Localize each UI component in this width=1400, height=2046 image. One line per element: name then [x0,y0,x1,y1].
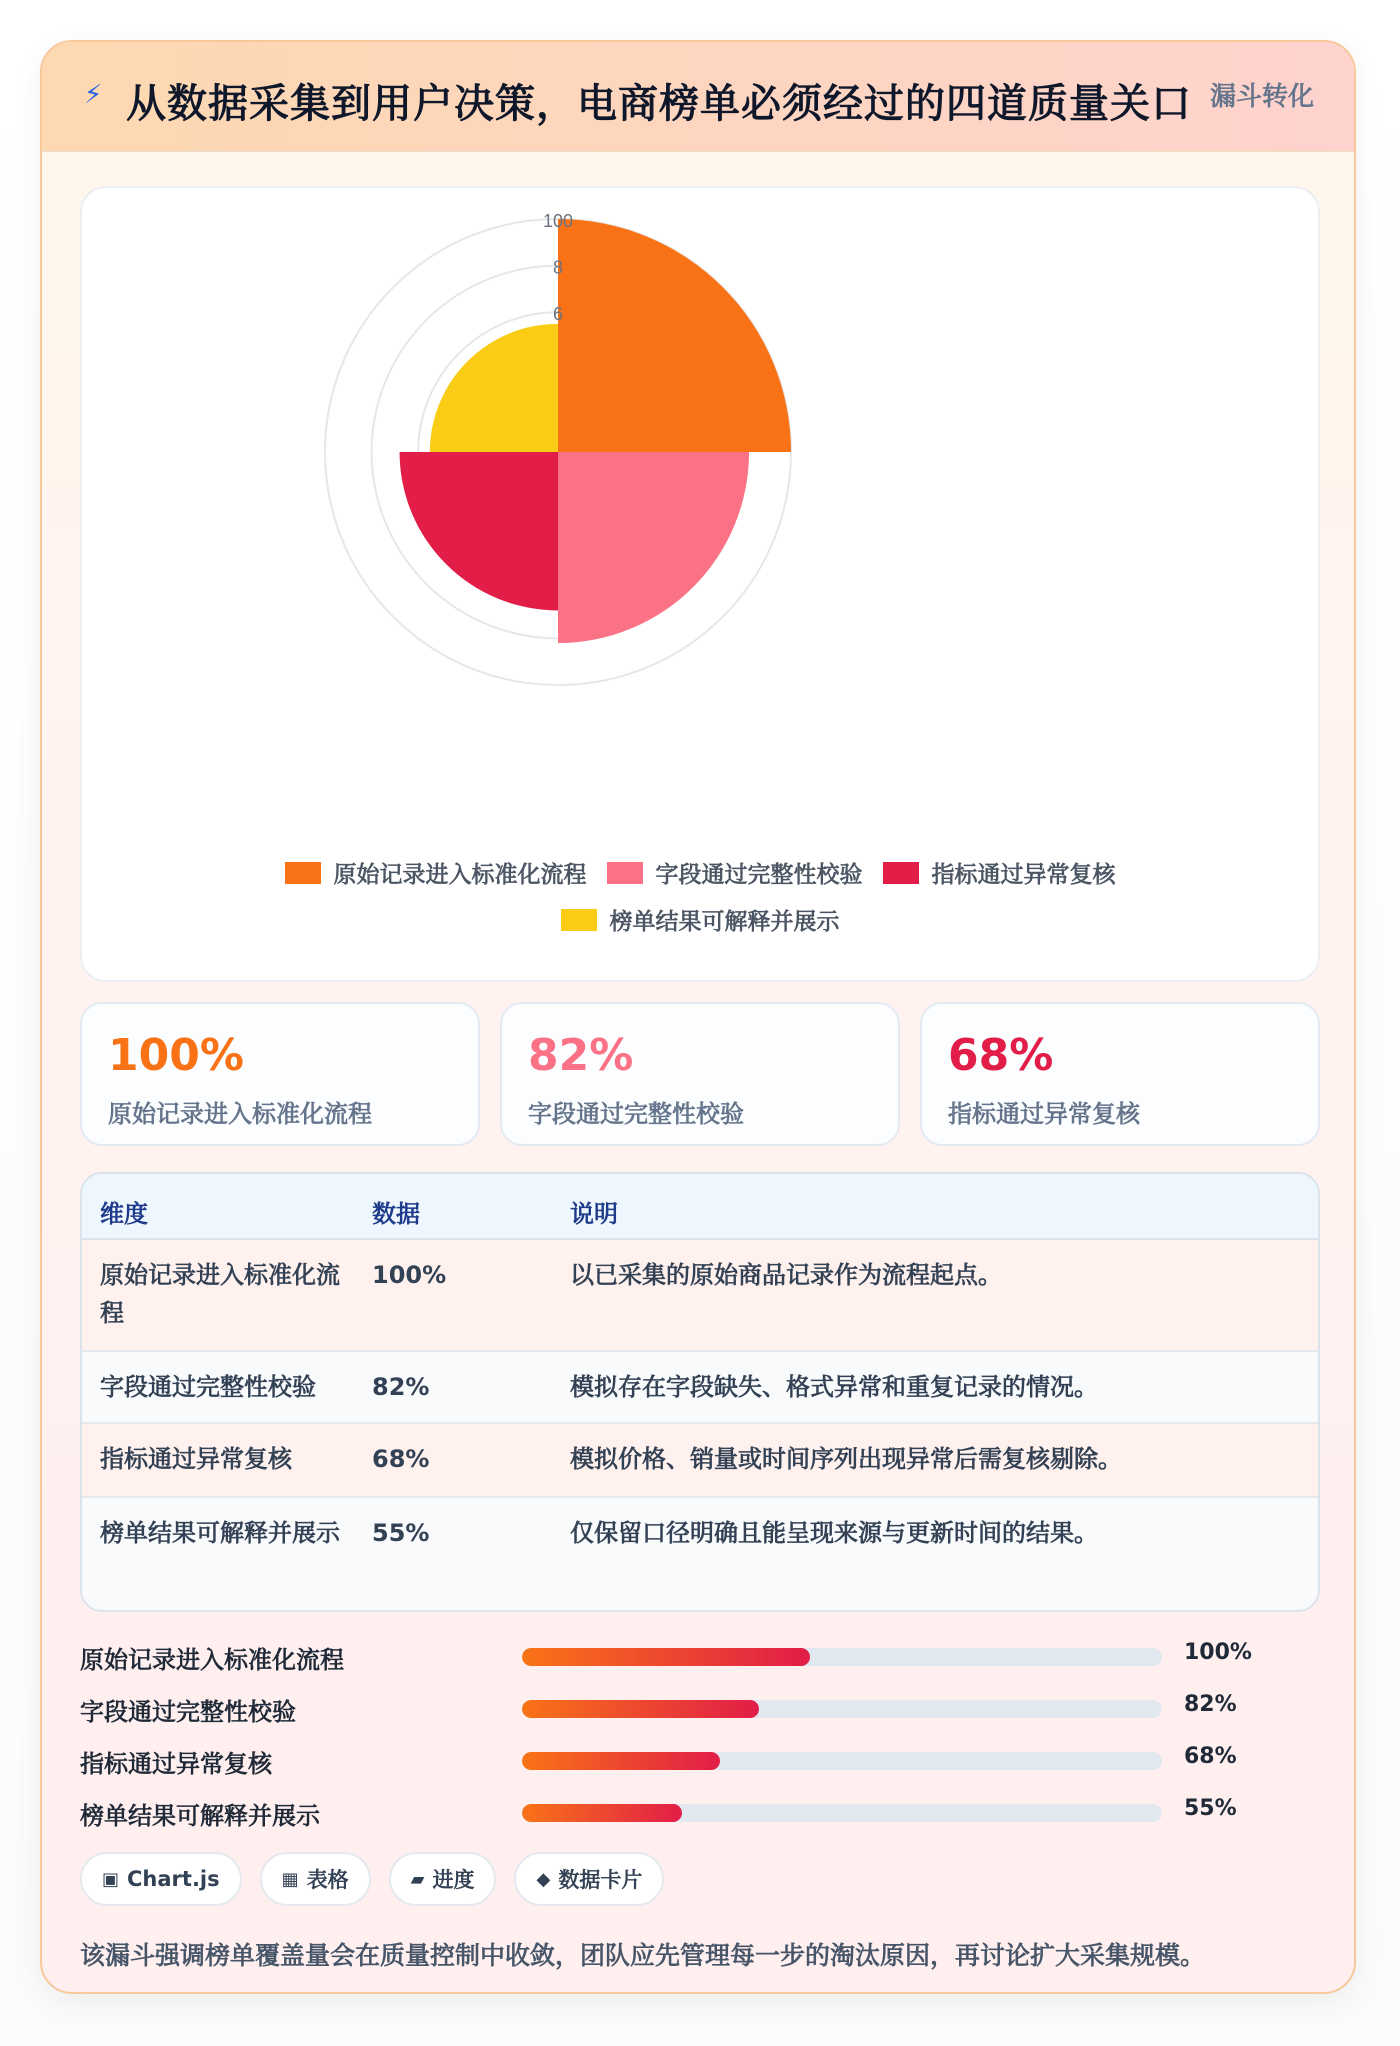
legend-item[interactable] [285,856,587,889]
progress-track [522,1700,1162,1718]
legend-label: 指标通过异常复核 [931,862,1116,888]
polar-slice [558,219,791,452]
cell-description: 仅保留口径明确且能呈现来源与更新时间的结果。 [570,1519,1098,1547]
column-header-dimension: 维度 [100,1200,148,1228]
chip-progress[interactable] [389,1852,497,1906]
table-row [82,1424,1318,1498]
cell-data: 100% [372,1261,447,1289]
stat-value: 68% [948,1030,1054,1081]
legend-label: 原始记录进入标准化流程 [333,862,587,888]
progress-track [522,1648,1162,1666]
table-header [82,1174,1318,1240]
footer-note: 该漏斗强调榜单覆盖量会在质量控制中收敛，团队应先管理每一步的淘汰原因，再讨论扩大采集规模。 [80,1941,1206,1970]
cell-data: 68% [372,1445,430,1473]
progress-value: 55% [1184,1796,1237,1821]
chip-data-cards[interactable] [514,1852,664,1906]
progress-label: 指标通过异常复核 [80,1750,272,1778]
progress-fill [522,1648,810,1666]
chip-label: 进度 [432,1868,475,1892]
progress-row [80,1688,1320,1728]
legend-item[interactable] [607,856,863,889]
progress-value: 100% [1184,1640,1252,1665]
stat-label: 指标通过异常复核 [948,1100,1140,1128]
stat-card-fields [500,1002,900,1146]
stat-label: 字段通过完整性校验 [528,1100,744,1128]
polar-area-chart [82,188,1322,848]
legend-label: 字段通过完整性校验 [655,862,863,888]
stat-label: 原始记录进入标准化流程 [108,1100,372,1128]
progress-label: 榜单结果可解释并展示 [80,1802,320,1830]
funnel-card [40,40,1356,1994]
progress-fill [522,1804,682,1822]
chip-table[interactable] [260,1852,371,1906]
legend-swatch [285,862,321,884]
table-row [82,1240,1318,1352]
progress-row [80,1740,1320,1780]
chart-legend [82,856,1318,936]
data-table [80,1172,1320,1612]
cell-dimension: 字段通过完整性校验 [100,1373,316,1401]
cell-description: 以已采集的原始商品记录作为流程起点。 [570,1261,1002,1289]
cell-data: 55% [372,1519,430,1547]
lightning-icon: ⚡ [84,80,103,110]
card-title: 从数据采集到用户决策，电商榜单必须经过的四道质量关口 [126,81,1192,127]
table-row [82,1352,1318,1424]
cell-data: 82% [372,1373,430,1401]
progress-value: 82% [1184,1692,1237,1717]
progress-label: 原始记录进入标准化流程 [80,1646,344,1674]
progress-row [80,1792,1320,1832]
radial-tick-label: 8 [552,257,564,278]
chart-icon: ▣ [102,1868,120,1890]
progress-value: 68% [1184,1744,1237,1769]
card-header [42,42,1354,152]
progress-track [522,1804,1162,1822]
progress-fill [522,1700,759,1718]
cell-dimension: 指标通过异常复核 [100,1445,292,1473]
chart-panel [80,186,1320,982]
progress-icon: ▰ [410,1868,425,1890]
stat-card-raw [80,1002,480,1146]
cell-description: 模拟价格、销量或时间序列出现异常后需复核剔除。 [570,1445,1122,1473]
legend-label: 榜单结果可解释并展示 [609,909,840,935]
polar-slice [430,324,558,452]
legend-swatch [607,862,643,884]
radial-tick-label: 6 [552,304,564,325]
progress-fill [522,1752,720,1770]
legend-swatch [883,862,919,884]
legend-swatch [561,909,597,931]
progress-row [80,1636,1320,1676]
legend-item[interactable] [561,903,840,936]
stat-card-anomaly [920,1002,1320,1146]
table-icon: ▦ [281,1868,299,1890]
polar-slice [400,452,558,610]
chip-label: 表格 [306,1868,349,1892]
radial-tick-label: 100 [542,211,574,231]
feature-chips [80,1852,664,1906]
legend-item[interactable] [883,856,1116,889]
chip-label: Chart.js [127,1867,220,1891]
progress-label: 字段通过完整性校验 [80,1698,296,1726]
diamond-icon: ◆ [536,1868,551,1890]
stat-value: 100% [108,1030,244,1081]
table-row [82,1498,1318,1612]
chip-label: 数据卡片 [558,1868,643,1892]
cell-dimension: 原始记录进入标准化流程 [100,1261,340,1327]
cell-dimension: 榜单结果可解释并展示 [100,1519,340,1547]
polar-slice [558,452,749,643]
progress-track [522,1752,1162,1770]
column-header-description: 说明 [570,1200,618,1228]
cell-description: 模拟存在字段缺失、格式异常和重复记录的情况。 [570,1373,1098,1401]
category-tag: 漏斗转化 [1209,82,1314,112]
stat-value: 82% [528,1030,634,1081]
column-header-data: 数据 [372,1200,420,1228]
chip-chartjs[interactable] [80,1852,242,1906]
